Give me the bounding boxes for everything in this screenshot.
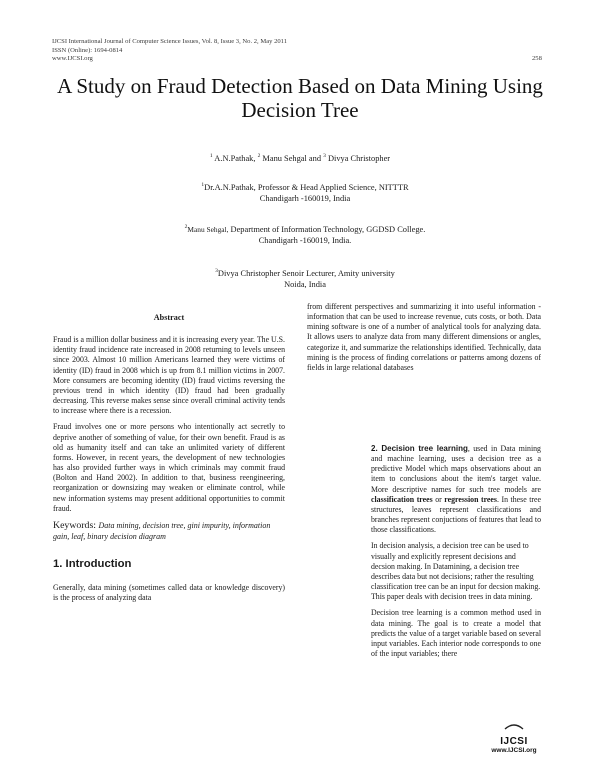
affiliation-2-line1: Department of Information Technology, GGDSD College. (228, 224, 426, 234)
paper-title: A Study on Fraud Detection Based on Data Mining Using Decision Tree (57, 74, 543, 122)
affiliation-2 (60, 222, 550, 246)
ijcsi-logo (484, 718, 544, 754)
keywords-label: Keywords: (53, 519, 96, 531)
affiliation-2-mark: 2 (184, 224, 188, 230)
decision-tree-paragraph (371, 444, 541, 535)
section-heading-decision-tree: 2. Decision tree learning (371, 444, 468, 453)
affiliation-2-name: Manu Sehgal, (187, 224, 229, 234)
affiliation-2-line2: Chandigarh -160019, India. (258, 235, 352, 245)
abstract-paragraph-1: Fraud is a million dollar business and it is increasing every year. The U.S. identity fraud incidence rate increased in 2008 returning to levels unseen since 2003. Almost 10 million Americans learned they were victims of identity (ID) fraud in 2008 which is up from 8.1 million victims in 2007. More consumers are becoming identity (ID) fraud victims reversing the previous trend in which identity (ID) fraud had been gradually decreasing. This reverse makes sense since overall criminal activity tends to increase where there is a recession. (53, 335, 285, 416)
logo-text: IJCSI (500, 736, 528, 747)
affiliation-1-line1: Dr.A.N.Pathak, Professor & Head Applied Science, NITTTR (204, 182, 409, 192)
term-regression-trees: regression trees (444, 494, 497, 504)
page-number: 258 (532, 55, 542, 62)
keywords (53, 520, 285, 543)
logo-swoosh-icon (503, 721, 525, 731)
term-classification-trees: classification trees (371, 494, 433, 504)
affiliation-3-mark: 3 (215, 268, 218, 274)
decision-tree-text-b: . In these tree structures, leaves represent classifications and branches represent conjuctions of features that lead to those classifications. (371, 494, 541, 535)
affiliation-3 (60, 266, 550, 290)
journal-issn: ISSN (Online): 1694-0814 (52, 46, 123, 54)
author-line (0, 151, 600, 164)
author-1-mark: 1 (209, 153, 213, 159)
affiliation-1-line2: Chandigarh -160019, India (259, 193, 351, 203)
author-3-mark: 3 (323, 153, 326, 159)
journal-header (52, 38, 287, 64)
affiliation-3-line2: Noida, India (284, 279, 326, 289)
affiliation-3-line1: Divya Christopher Senoir Lecturer, Amity university (217, 268, 395, 278)
keywords-list: Data mining, decision tree, gini impurity, information gain, leaf, binary decision diagram (53, 520, 271, 542)
affiliation-1-mark: 1 (201, 182, 205, 188)
decision-tree-text-a: , used in Data mining and machine learning, uses a decision tree as a predictive Model which maps observations about an item to conclusions about the item's target value. More descriptive names for such tree models are (371, 444, 541, 494)
right-column-indented (371, 444, 541, 665)
author-2: Manu Sehgal and (262, 153, 324, 163)
right-column-top (307, 302, 541, 379)
introduction-paragraph: Generally, data mining (sometimes called data or knowledge discovery) is the process of analyzing data (53, 582, 285, 603)
author-3: Divya Christopher (327, 153, 391, 163)
journal-url: www.IJCSI.org (52, 55, 93, 63)
abstract-paragraph-2: Fraud involves one or more persons who intentionally act secretly to deprive another of something of value, for their own benefit. Fraud is as old as humanity itself and can take an unlimited variety of different forms. However, in recent years, the development of new technologies has also provided further ways in which criminals may commit fraud (Bolton and Hand 2002). In addition to that, business reengineering, reorganization or downsizing may weaken or eliminate control, while new information systems may present additional opportunities to commit fraud. (53, 422, 285, 513)
footer-url: www.IJCSI.org (491, 747, 537, 754)
decision-analysis-paragraph: In decision analysis, a decision tree can be used to visually and explicitly represent decisions and decsion making. In Datamining, a decision tree describes data but not decisions; rather the resulting classification tree can be an input for decsion making. This paper deals with decision trees in data mining. (371, 541, 541, 602)
decision-tree-learning-paragraph: Decision tree learning is a common method used in data mining. The goal is to create a model that predicts the value of a target variable based on several input variables. Each interior node corresponds to one of the input variables; there (371, 608, 541, 658)
decision-tree-or: or (432, 494, 445, 504)
journal-name: IJCSI International Journal of Computer Science Issues, Vol. 8, Issue 3, No. 2, May 2011 (52, 38, 288, 45)
section-heading-introduction: 1. Introduction (53, 557, 132, 570)
affiliation-1 (60, 180, 550, 204)
intro-continued-paragraph: from different perspectives and summarizing it into useful information - information that can be used to increase revenue, cuts costs, or both. Data mining software is one of a number of analytical tools for analyzing data. It allows users to analyze data from many different dimensions or angles, categorize it, and summarize the relationships identified. Technically, data mining is the process of finding correlations or patterns among dozens of fields in large relational databases (307, 302, 541, 372)
author-2-mark: 2 (257, 153, 261, 159)
abstract-heading: Abstract (153, 313, 185, 322)
left-column (53, 313, 285, 609)
author-1: A.N.Pathak, (214, 153, 258, 163)
